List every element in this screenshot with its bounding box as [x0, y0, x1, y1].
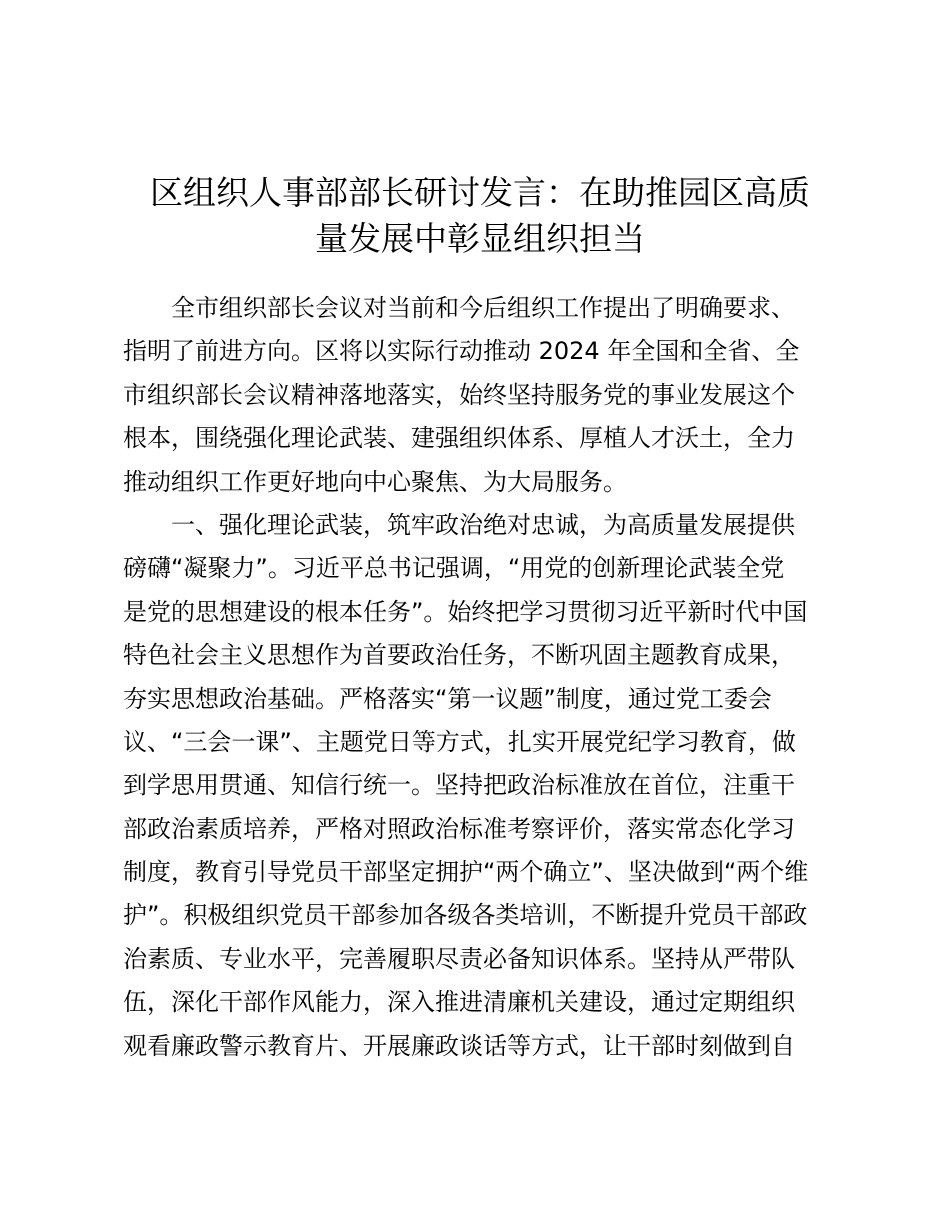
body-line: 指明了前进方向。区将以实际行动推动 2024 年全国和全省、全: [123, 337, 800, 366]
body-line: 部政治素质培养，严格对照政治标准考察评价，落实常态化学习: [123, 814, 795, 843]
body-line: 议、“三会一课”、主题党日等方式，扎实开展党纪学习教育，做: [123, 727, 796, 756]
body-line: 是党的思想建设的根本任务”。始终把学习贯彻习近平新时代中国: [123, 597, 808, 626]
body-line: 到学思用贯通、知信行统一。坚持把政治标准放在首位，注重干: [123, 771, 795, 800]
body-line: 伍，深化干部作风能力，深入推进清廉机关建设，通过定期组织: [123, 988, 795, 1017]
body-line: 治素质、专业水平，完善履职尽责必备知识体系。坚持从严带队: [123, 944, 795, 973]
title-line-1: 区组织人事部部长研讨发言：在助推园区高质: [150, 173, 810, 212]
body-line: 推动组织工作更好地向中心聚焦、为大局服务。: [123, 467, 627, 496]
body-line: 观看廉政警示教育片、开展廉政谈话等方式，让干部时刻做到自: [123, 1031, 795, 1060]
document-body: [123, 287, 837, 1068]
body-line: 护”。积极组织党员干部参加各级各类培训，不断提升党员干部政: [123, 901, 808, 930]
body-line: 根本，围绕强化理论武装、建强组织体系、厚植人才沃土，全力: [123, 424, 795, 453]
body-line: 磅礴“凝聚力”。习近平总书记强调，“用党的创新理论武装全党: [123, 554, 785, 583]
body-line: 制度，教育引导党员干部坚定拥护“两个确立”、坚决做到“两个维: [123, 858, 809, 887]
body-line: 市组织部长会议精神落地落实，始终坚持服务党的事业发展这个: [123, 380, 795, 409]
body-line: 一、强化理论武装，筑牢政治绝对忠诚，为高质量发展提供: [171, 510, 795, 539]
body-line: 夯实思想政治基础。严格落实“第一议题”制度，通过党工委会: [123, 684, 772, 713]
body-line: 全市组织部长会议对当前和今后组织工作提出了明确要求、: [171, 294, 795, 322]
body-line: 特色社会主义思想作为首要政治任务，不断巩固主题教育成果，: [123, 641, 795, 670]
title-line-2: 量发展中彰显组织担当: [315, 219, 645, 258]
document-title: [123, 170, 837, 262]
